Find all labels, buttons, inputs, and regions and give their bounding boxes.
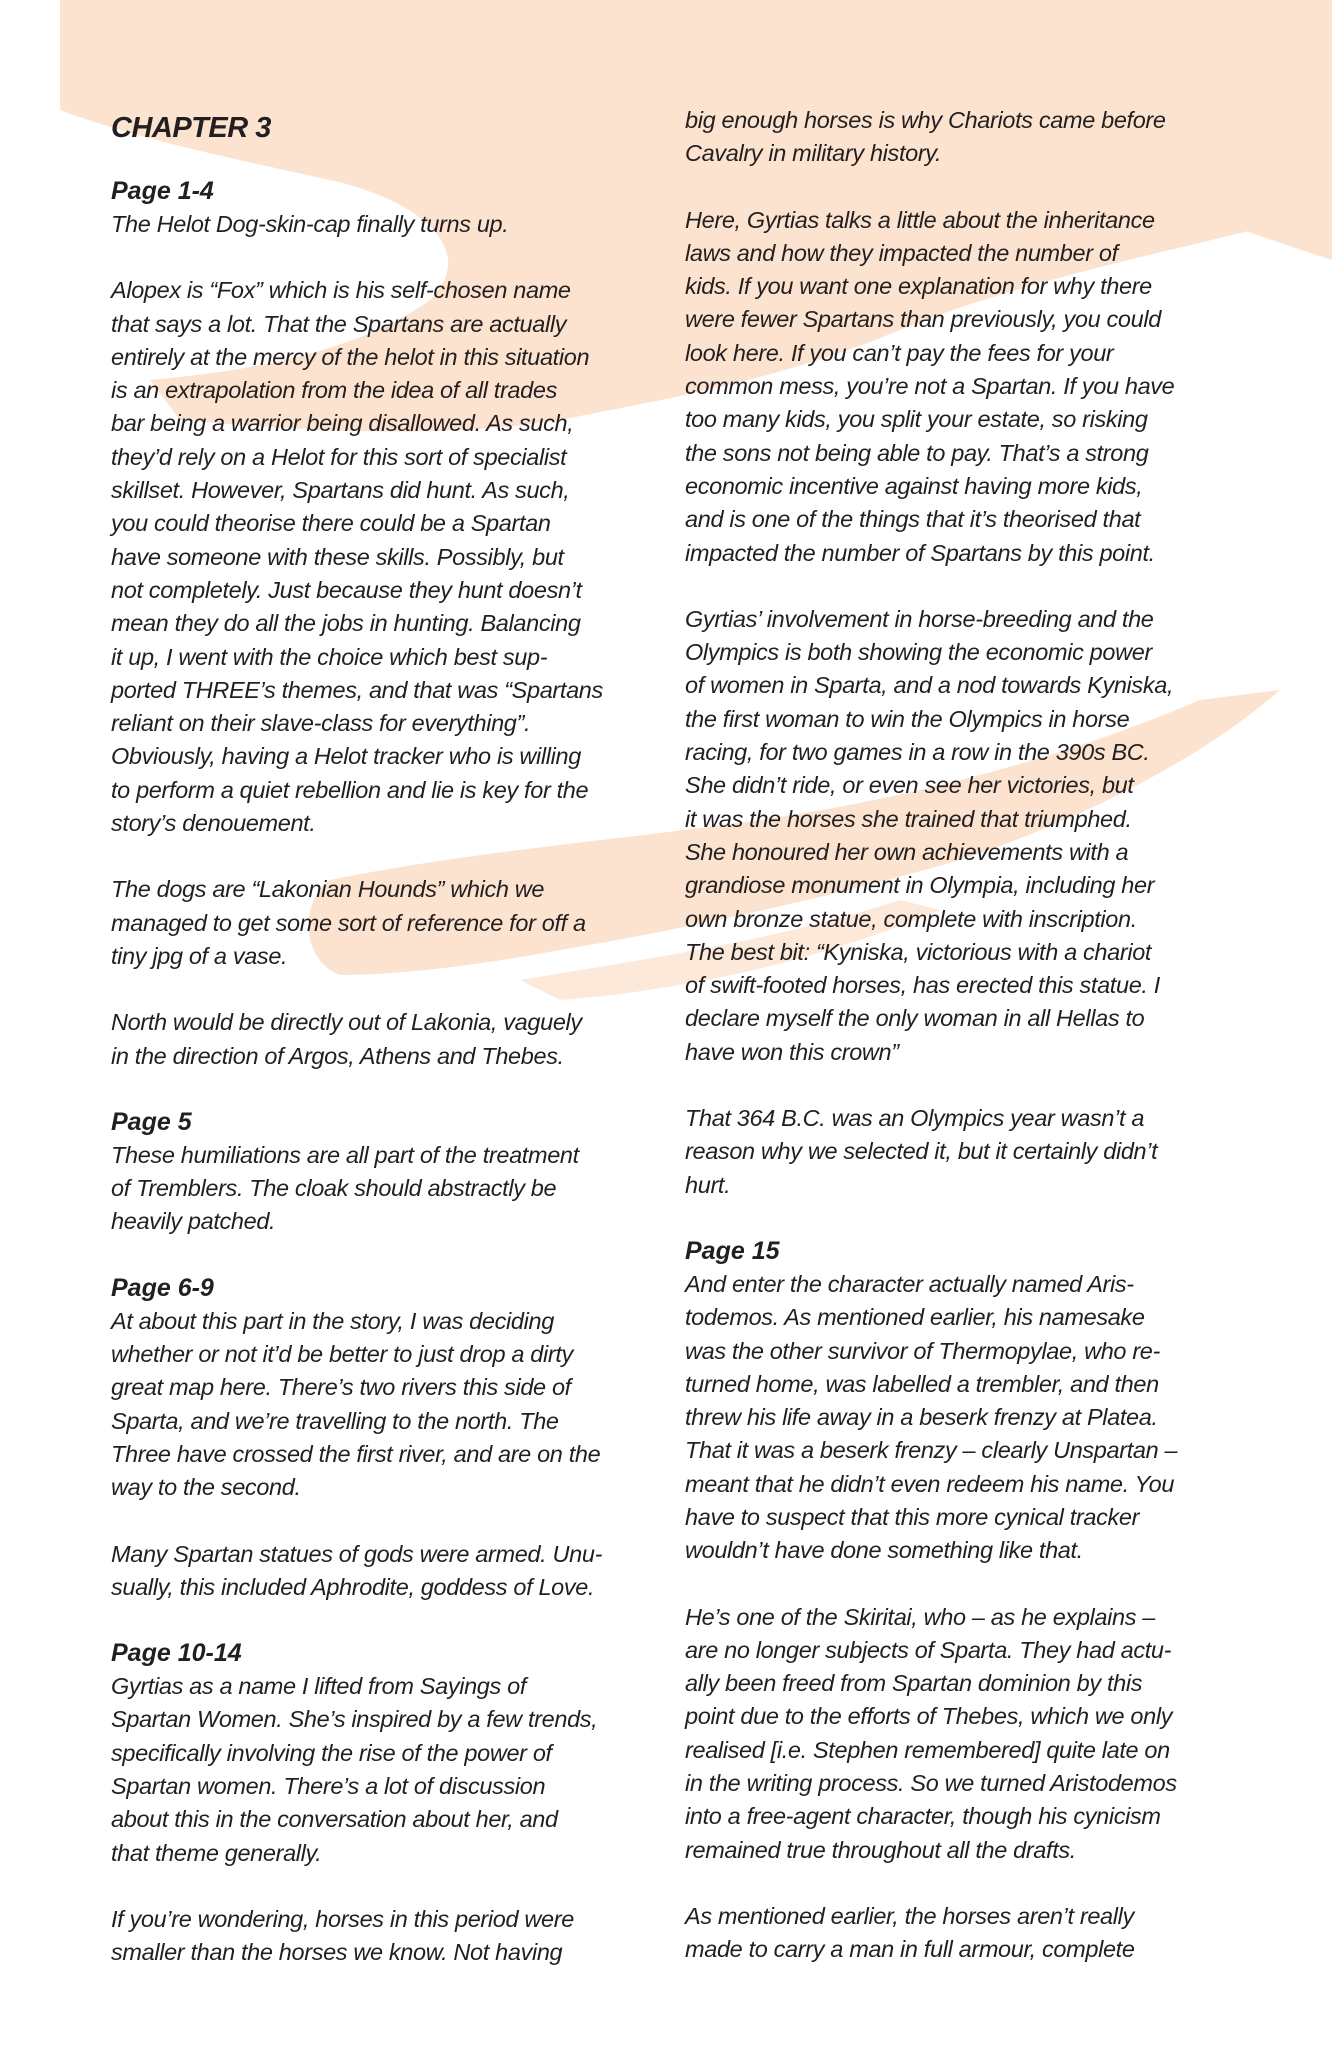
section-heading-page-5: Page 5 xyxy=(111,1107,192,1136)
paragraph: big enough horses is why Chariots came before Cavalry in military history. xyxy=(685,107,1166,167)
section-heading-page-15: Page 15 xyxy=(685,1236,780,1265)
paragraph: That 364 B.C. was an Olympics year wasn’t a reason why we selected it, but it certainly didn’t hurt. xyxy=(685,1105,1158,1198)
paragraph: Here, Gyrtias talks a little about the inheritance laws and how they impacted the number of kids. If you want one explanation for why there were fewer Spartans than previously, you could look here. If you can’t pay the fees for your common mess, you’re not a Spartan. If you have too many kids, you split your estate, so risking the sons not being able to pay. That’s a strong economic incentive against having more kids, and is one of the things that it’s theorised that impacted the number of Spartans by this point. xyxy=(685,206,1175,566)
paragraph: And enter the character actually named Aris- todemos. As mentioned earlier, his namesake was the other survivor of Thermopylae, who re- turned home, was labelled a trembler, and then threw his life away in a beserk frenzy at Platea. That it was a beserk frenzy – clearly Unspartan – meant that he didn’t even redeem his name. You have to suspect that this more cynical tracker wouldn’t have done something like that. xyxy=(685,1270,1178,1564)
paragraph: Alopex is “Fox” which is his self-chosen name that says a lot. That the Spartans are actually entirely at the mercy of the helot in this situation is an extrapolation from the idea of all trades bar being a warrior being disallowed. As such, they’d rely on a Helot for this sort of specialist skillset. However, Spartans did hunt. As such, you could theorise there could be a Spartan have someone with these skills. Possibly, but not completely. Just because they hunt doesn’t mean they do all the jobs in hunting. Balancing it up, I went with the choice which best sup- ported THREE’s themes, and that was “Spartans reliant on their slave-class for everything”. Obviously, having a Helot tracker who is willing to perform a quiet rebellion and lie is key for the story’s denouement. xyxy=(111,277,603,837)
paragraph: If you’re wondering, horses in this period were smaller than the horses we know. Not having xyxy=(111,1905,574,1966)
section-heading-page-10-14: Page 10-14 xyxy=(111,1639,242,1668)
paragraph: He’s one of the Skiritai, who – as he explains – are no longer subjects of Sparta. They had actu- ally been freed from Spartan dominion by this point due to the efforts of Thebes, which we only realised [i.e. Stephen remembered] quite late on in the writing process. So we turned Aristodemos into a free-agent character, though his cynicism remained true throughout all the drafts. xyxy=(685,1603,1177,1863)
chapter-title: CHAPTER 3 xyxy=(111,112,271,144)
paragraph: The Helot Dog-skin-cap finally turns up. xyxy=(111,211,509,237)
paragraph: Gyrtias as a name I lifted from Sayings of Spartan Women. She’s inspired by a few trends, specifically involving the rise of the power of Spartan women. There’s a lot of discussion about this in the conversation about her, and that theme generally. xyxy=(111,1673,598,1866)
paragraph: Gyrtias’ involvement in horse-breeding and the Olympics is both showing the economic power of women in Sparta, and a nod towards Kyniska, the first woman to win the Olympics in horse racing, for two games in a row in the 390s BC. She didn’t ride, or even see her victories, but it was the horses she trained that triumphed. She honoured her own achievements with a grandiose monument in Olympia, including her own bronze statue, complete with inscription. The best bit: “Kyniska, victorious with a chariot of swift-footed horses, has erected this statue. I declare myself the only woman in all Hellas to have won this crown” xyxy=(685,605,1174,1065)
section-heading-page-6-9: Page 6-9 xyxy=(111,1273,214,1302)
right-column xyxy=(685,104,1230,1967)
paragraph: North would be directly out of Lakonia, vaguely in the direction of Argos, Athens and Thebes. xyxy=(111,1009,582,1069)
paragraph: As mentioned earlier, the horses aren’t really made to carry a man in full armour, complete xyxy=(685,1902,1135,1963)
paragraph: At about this part in the story, I was deciding whether or not it’d be better to just drop a dirty great map here. There’s two rivers this side of Sparta, and we’re travelling to the north. The Three have crossed the first river, and are on the way to the second. xyxy=(111,1307,601,1501)
paragraph: These humiliations are all part of the treatment of Tremblers. The cloak should abstractly be heavily patched. xyxy=(111,1141,579,1235)
section-heading-page-1-4: Page 1-4 xyxy=(111,177,214,205)
paragraph: Many Spartan statues of gods were armed. Unu- sually, this included Aphrodite, goddess of Love. xyxy=(111,1540,603,1600)
left-column xyxy=(111,104,651,1969)
paragraph: The dogs are “Lakonian Hounds” which we managed to get some sort of reference for off a tiny jpg of a vase. xyxy=(111,876,586,969)
